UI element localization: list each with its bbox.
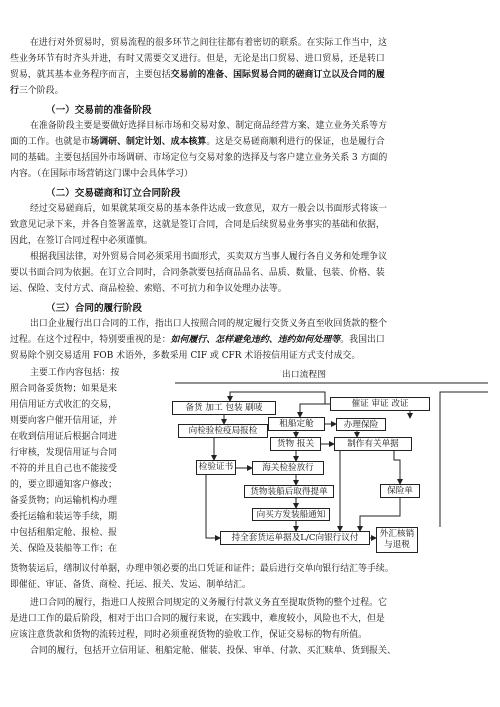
body-text-line: 同的基础。主要包括国外市场调研、市场定位与交易对象的选择及与客户建立业务关系 3 方面的 <box>10 153 388 163</box>
flow-box-urge-review: 催证 审证 改证 <box>330 397 430 411</box>
body-text-line: 在进行对外贸易时，贸易流程的很多环节之间往往都有着密切的联系。在实际工作当中，这 <box>30 38 387 48</box>
body-text-line: 出口企业履行出口合同的工作，指出口人按照合同的规定履行交货义务直至收回货款的整个 <box>30 319 387 329</box>
flow-box-settle: 外汇核销 与退税 <box>376 527 418 553</box>
body-text-line: 运、保险、支付方式、商品检验、索赔、不可抗力和争议处理办法等。 <box>10 284 287 294</box>
flow-box-customs-release: 海关检验放行 <box>252 461 324 475</box>
body-text-line: 些业务环节有时齐头并进，有时又需要交叉进行。但是，无论是出口贸易、进口贸易，还是转口 <box>10 54 385 64</box>
body-text-line: 贸易除个别交易适用 FOB 术语外，多数采用 CIF 或 CFR 术语按信用证方式支付成交。 <box>10 351 361 361</box>
body-text-line: 中包括租船定舱、报检、报 <box>10 528 118 538</box>
body-text-line: 合同的履行，包括开立信用证、租船定舱、催装、投保、审单、付款、买汇赎单、货到报关、 <box>30 646 396 656</box>
body-text-line: 内容。（在国际市场营销这门课中会具体学习） <box>10 169 193 179</box>
flowchart-title: 出口流程图 <box>282 370 326 380</box>
text-run: 。我国出口 <box>340 335 385 345</box>
body-text-line: 的，要立即通知客户修改； <box>10 480 118 490</box>
flow-box-certificate: 检验证书 <box>196 460 236 475</box>
body-text-line: 因此，在签订合同过程中必须谨慎。 <box>10 236 153 246</box>
bold-text-run: 场调研、制定计划、成本核算 <box>90 137 207 147</box>
connector <box>394 451 400 484</box>
body-text-line <box>10 136 385 148</box>
body-text-line: 即催征、审证、备货、商检、托运、报关、发运、制单结汇。 <box>10 580 251 590</box>
body-text-line: 致意见记录下来，并各自签署盖章，这就是签订合同，合同是后续贸易业务事实的基础和依据， <box>10 220 385 230</box>
flow-box-policy: 保险单 <box>380 484 420 498</box>
text-run: 贸易，就其基本业务程序而言，主要包括 <box>10 70 171 80</box>
flow-box-inspect-apply: 向检验检疫局报检 <box>178 424 268 438</box>
flow-box-declare: 货物 报关 <box>270 437 321 451</box>
body-text-line: 行审核，发现信用证与合同 <box>10 448 118 458</box>
body-text-line: 照合同备妥货物；如果是来 <box>10 384 118 394</box>
bold-text-run: 如何履行、怎样避免违约、违约如何处理等 <box>170 335 341 345</box>
connector <box>300 404 330 417</box>
body-text-line: 在收到信用证后根据合同进 <box>10 432 118 442</box>
body-text-line <box>10 334 385 346</box>
body-text-line: 备妥货物；向运输机构办理 <box>10 496 118 506</box>
body-text-line: 则要向客户催开信用证，并 <box>10 416 118 426</box>
body-text-line: 主要工作内容包括：按 <box>30 368 120 378</box>
flow-box-make-list: 制作有关单据 <box>334 437 412 451</box>
section-heading: （一）交易前的准备阶段 <box>46 105 152 116</box>
body-text-line: 委托运输和装运等手续，期 <box>10 512 118 522</box>
bold-text-run: 行 <box>10 86 19 96</box>
body-text-line: 要以书面合同为依据。在订立合同时，合同条款要包括商品品名、品质、数量、包装、价格、装 <box>10 268 385 278</box>
flow-box-insurance-handle: 办理保险 <box>336 418 386 431</box>
connector <box>440 392 488 527</box>
body-text-line: 关、保险及装船等工作；在 <box>10 544 118 554</box>
text-run: 三个阶段。 <box>18 86 64 96</box>
body-text-line: 在准备阶段主要是要做好选择目标市场和交易对象、制定商品经营方案、建立业务关系等方 <box>30 121 387 131</box>
section-heading: （三）合同的履行阶段 <box>46 303 142 314</box>
flow-box-prepare: 备货 加工 包装 刷唛 <box>172 401 276 415</box>
body-text-line: 是进口工作的最后阶段，相对于出口合同的履行来说，在实践中，难度较小，风险也不大，但是 <box>10 614 385 624</box>
body-text-line: 不符的并且自己也不能接受 <box>10 464 118 474</box>
flow-box-charter: 租船定舱 <box>268 417 325 431</box>
body-text-line <box>10 85 64 97</box>
text-run: 面的工作。也就是市 <box>10 137 91 147</box>
body-text-line: 根据我国法律，对外贸易合同必须采用书面形式，买卖双方当事人履行各自义务和处理争议 <box>30 252 387 262</box>
body-text-line: 用信用证方式收汇的交易， <box>10 400 118 410</box>
flow-box-notice: 向买方发装船通知 <box>252 508 330 521</box>
body-text-line: 进口合同的履行，指进口人按照合同规定的义务履行付款义务直至提取货物的整个过程。它 <box>30 598 387 608</box>
body-text-line: 货物装运后，缮制议付单据，办理申领必要的出口凭证和证件；最后进行交单向银行结汇等手续。 <box>10 564 394 574</box>
flow-box-receive-bill: 货物装船后取得提单 <box>244 485 334 498</box>
body-text-line: 应该注意货款和货物的流转过程，同时必须重视货物的验收工作，保证交易标的物有所值。 <box>10 630 367 640</box>
flow-box-present: 持全套货运单据及L/C向银行议付 <box>220 531 370 545</box>
bold-text-run: 交易前的准备、国际贸易合同的磋商订立以及合同的履 <box>170 70 385 80</box>
text-run: 。这是交易磋商顺利进行的保证，也是履行合 <box>206 137 385 147</box>
body-text-line: 经过交易磋商后，如果就某项交易的基本条件达成一致意见，双方一般会以书面形式将该一 <box>30 204 387 214</box>
body-text-line <box>10 69 385 81</box>
text-run: 过程。在这个过程中，特别要重视的是： <box>10 335 171 345</box>
connector <box>206 475 220 538</box>
section-heading: （二）交易磋商和订立合同阶段 <box>46 188 181 199</box>
